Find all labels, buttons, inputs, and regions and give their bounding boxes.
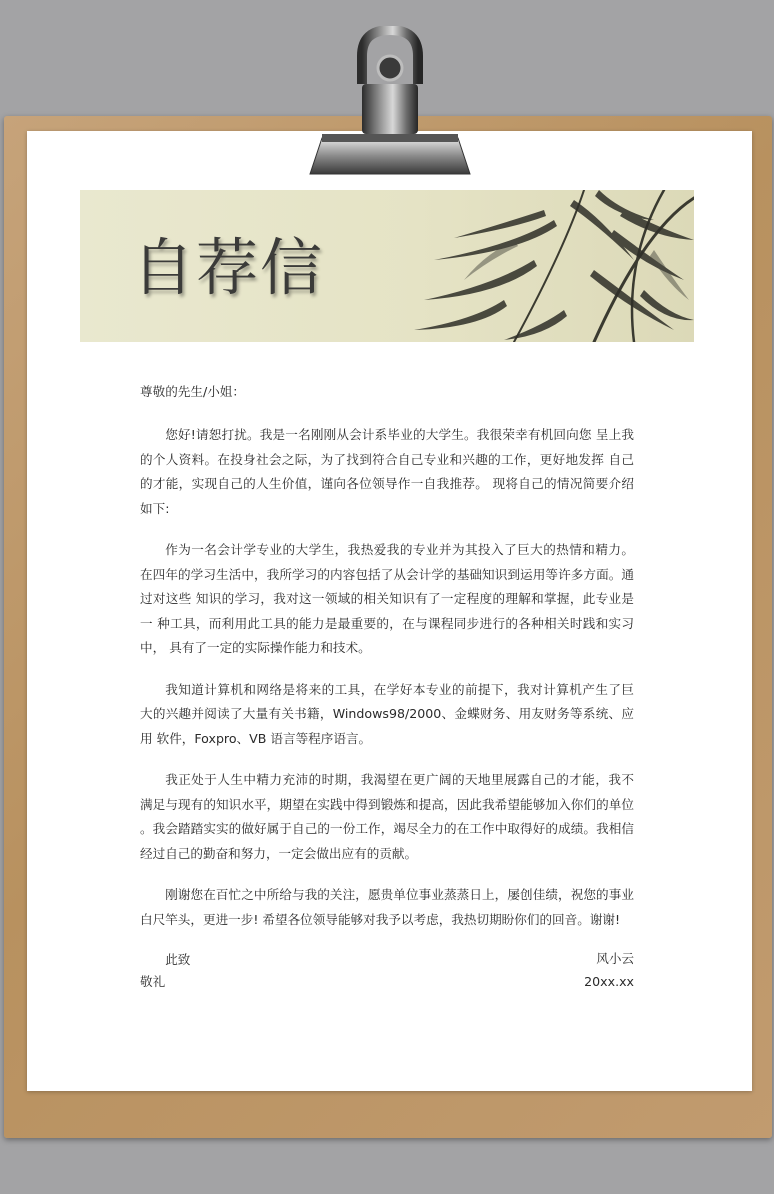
paragraph: 您好!请恕打扰。我是一名刚刚从会计系毕业的大学生。我很荣幸有机回向您 呈上我的个人资料。在投身社会之际，为了找到符合自己专业和兴趣的工作，更好地发挥 自己的才能，实现自己的人生价值，谨向各位领导作一自我推荐。 现将自己的情况简要介绍如下:	[140, 427, 634, 516]
paragraph: 作为一名会计学专业的大学生，我热爱我的专业并为其投入了巨大的热情和精力。 在四年的学习生活中，我所学习的内容包括了从会计学的基础知识到运用等许多方面。通 过对这些 知识的学习，我对这一领域的相关知识有了一定程度的理解和掌握，此专业是一 种工具，而利用此工具的能力是最重要的，在与课程同步进行的各种相关时践和实习中， 具有了一定的实际操作能力和技术。	[140, 542, 634, 655]
signature-date: 20xx.xx	[584, 974, 634, 989]
letter-body	[140, 381, 634, 993]
paragraph: 我正处于人生中精力充沛的时期，我渴望在更广阔的天地里展露自己的才能，我不 满足与现有的知识水平，期望在实践中得到锻炼和提高，因此我希望能够加入你们的单位 。我会踏踏实实的做好属于自己的一份工作，竭尽全力的在工作中取得好的成绩。我相信 经过自己的勤奋和努力，一定会做出应有的贡献。	[140, 772, 634, 861]
paragraph: 刚谢您在百忙之中所给与我的关注，愿贵单位事业蒸蒸日上，屡创佳绩，祝您的事业 白尺竿头，更进一步! 希望各位领导能够对我予以考虑，我热切期盼你们的回音。谢谢!	[140, 887, 634, 927]
header-banner	[80, 190, 694, 342]
signature-block	[584, 947, 634, 993]
page-title: 自荐信	[132, 231, 325, 304]
paragraph: 我知道计算机和网络是将来的工具，在学好本专业的前提下，我对计算机产生了巨 大的兴趣并阅读了大量有关书籍，Windows98/2000、金蝶财务、用友财务等系统、应用 软件，Foxpro、VB 语言等程序语言。	[140, 681, 634, 746]
closing-line-1: 此致	[165, 952, 191, 967]
signature-name: 风小云	[596, 951, 634, 966]
bamboo-painting-icon	[394, 190, 694, 342]
salutation: 尊敬的先生/小姐：	[140, 384, 245, 399]
closing-line-2: 敬礼	[140, 974, 166, 989]
binder-clip-icon	[300, 26, 480, 176]
